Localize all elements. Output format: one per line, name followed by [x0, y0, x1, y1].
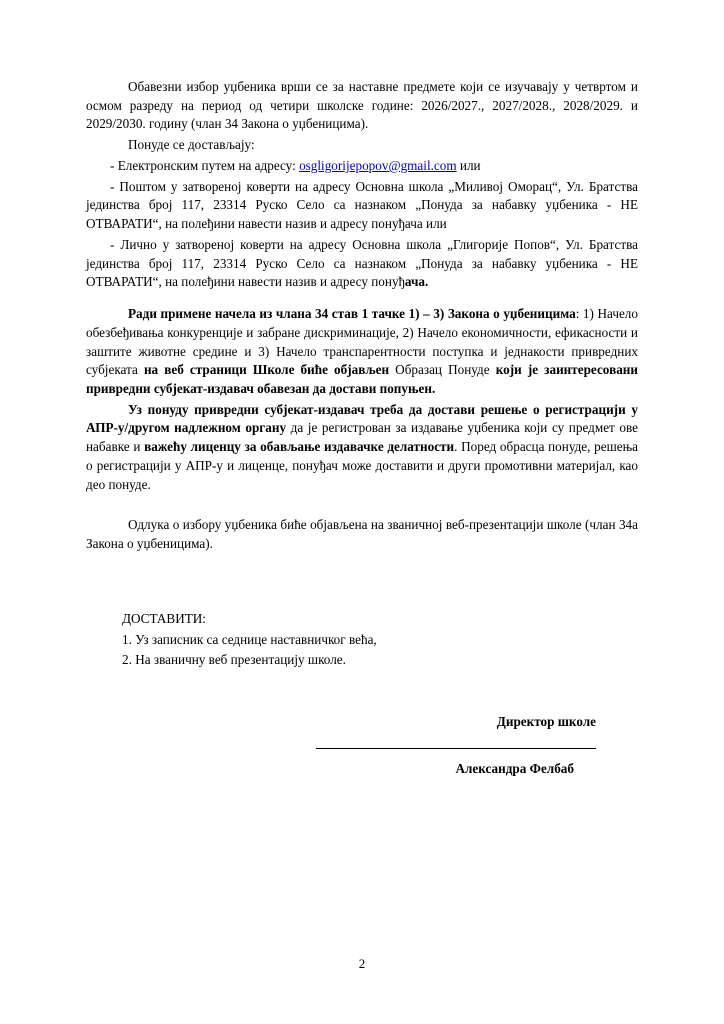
registration-bold-lead: Уз понуду привредни субјекат-издавач треба да достави решење о регистрацији у АПР-у/другом надлежном органу: [86, 401, 638, 436]
registration-text-2: . Поред обрасца понуде, решења о регистрацији у АПР-у и лиценце, понуђач може доставити и други промотивни материјал, као део понуде.: [86, 439, 638, 492]
principles-bold-lead: Ради примене начела из члана 34 став 1 тачке 1) – 3) Закона о уџбеницима: [128, 306, 576, 322]
signature-block: [86, 714, 638, 777]
signature-title: Директор школе: [496, 714, 596, 730]
page-number: 2: [358, 956, 366, 971]
signature-name: Александра Фелбаб: [455, 761, 574, 777]
deliver-item-2: 2. На званичну веб презентацију школе.: [122, 652, 346, 668]
principles-bold-form: који је заинтересовани привредни субјекат-издавач обавезан да достави попуњен.: [86, 362, 638, 397]
registration-bold-license: важећу лиценцу за обављање издавачке делатности: [144, 439, 455, 455]
paragraph-principles: [86, 305, 638, 399]
paragraph-personal-option: [86, 236, 638, 292]
paragraph-intro: Обавезни избор уџбеника врши се за наставне предмете који се изучавају у четвртом и осмом разреду на период од четири школске године: 2026/2027., 2027/2028., 2028/2029. и 2029/2030. годину (члан 34 Закона о уџбеницима).: [86, 79, 638, 132]
paragraph-mail-option: - Поштом у затвореној коверти на адресу Основна школа „Миливој Оморац“, Ул. Братства јединства број 117, 23314 Руско Село са назнаком „Понуда за набавку уџбеника - НЕ ОТВАРАТИ“, на полеђини навести назив и адресу понуђача или: [86, 178, 638, 232]
paragraph-offers-intro: Понуде се достављају:: [128, 137, 255, 153]
email-link[interactable]: osgligorijepopov@gmail.com: [299, 157, 457, 173]
principles-bold-web: на веб страници Школе биће објављен: [143, 362, 390, 378]
paragraph-email-line: [86, 157, 638, 176]
registration-text: да је регистрован за издавање уџбеника који су предмет ове набавке и: [86, 420, 638, 455]
personal-option-bold: ача.: [404, 274, 429, 290]
deliver-title: ДОСТАВИТИ:: [122, 610, 206, 626]
email-line-prefix: - Електронским путем на адресу:: [110, 157, 300, 173]
personal-option-text: - Лично у затвореној коверти на адресу Основна школа „Глигорије Попов“, Ул. Братства јединства број 117, 23314 Руско Село са назнаком „Понуда за набавку уџбеника - НЕ ОТВАРАТИ“, на полеђини навести назив и адресу понуђ: [86, 236, 638, 290]
signature-line: [316, 748, 596, 750]
paragraph-registration: [86, 401, 638, 495]
deliver-item-1: 1. Уз записник са седнице наставничког већа,: [122, 631, 377, 647]
paragraph-decision: Одлука о избору уџбеника биће објављена на званичној веб-презентацији школе (члан 34а Закона о уџбеницима).: [86, 517, 638, 552]
principles-text-2: Образац Понуде: [389, 362, 496, 378]
deliver-to-block: [86, 610, 638, 670]
email-line-suffix: или: [456, 157, 481, 173]
principles-text: : 1) Начело обезбеђивања конкуренције и забране дискриминације, 2) Начело економичности, ефикасности и заштите животне средине и 3) Начело транспарентности поступка и једнакости привредних субјеката: [86, 306, 638, 378]
